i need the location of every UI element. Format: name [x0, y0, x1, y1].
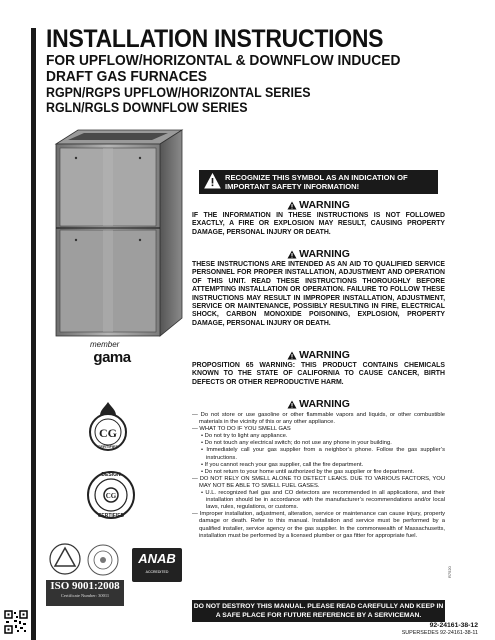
- warning-box-gas-smell: [192, 398, 445, 540]
- warning-body: THESE INSTRUCTIONS ARE INTENDED AS AN AID TO QUALIFIED SERVICE PERSONNEL FOR PROPER INSTALLATION, ADJUSTMENT AND OPERATION OF THIS UNIT. READ THESE INSTRUCTIONS THOROUGHLY BEFORE ATTEMPTING INSTALLATION OR OPERATION. FAILURE TO FOLLOW THESE INSTRUCTIONS MAY RESULT IN IMPROPER INSTALLATION, ADJUSTMENT, SERVICE OR MAINTENANCE, POSSIBLY RESULTING IN FIRE, ELECTRICAL SHOCK, CARBON MONOXIDE POISONING, EXPLOSION, PROPERTY DAMAGE, PERSONAL INJURY OR DEATH.: [192, 261, 445, 327]
- certification-row: [46, 540, 184, 636]
- instruction-item: — Do not store or use gasoline or other flammable vapors and liquids, or other combustible materials in the vicinity of this or any other appliance.: [192, 412, 445, 426]
- document-code: [402, 622, 478, 637]
- warning-heading-text: WARNING: [299, 199, 350, 211]
- anab-sub-label: ACCREDITED: [145, 570, 169, 574]
- gama-label: gama: [93, 349, 131, 366]
- accreditation-emblem-icon: [48, 540, 82, 578]
- qr-code-icon: [4, 610, 28, 634]
- keep-manual-note: DO NOT DESTROY THIS MANUAL. PLEASE READ CAREFULLY AND KEEP IN A SAFE PLACE FOR FUTURE REFERENCE BY A SERVICEMAN.: [192, 600, 445, 622]
- safety-symbol-text: RECOGNIZE THIS SYMBOL AS AN INDICATION OF IMPORTANT SAFETY INFORMATION!: [225, 173, 408, 191]
- warning-heading-text: WARNING: [299, 398, 350, 410]
- document-subtitle-line2: DRAFT GAS FURNACES: [46, 68, 207, 85]
- warning-triangle-icon: [287, 351, 297, 360]
- member-label: member: [90, 340, 120, 349]
- document-title: INSTALLATION INSTRUCTIONS: [46, 25, 384, 53]
- certified-seal-icon: [84, 400, 132, 456]
- warning-box-fire: [192, 199, 445, 237]
- warning-box-prop-65: [192, 349, 445, 387]
- left-margin-bar: [31, 28, 36, 640]
- instruction-item: • U.L. recognized fuel gas and CO detectors are recommended in all applications, and their installation should be in accordance with the manufacturer’s recommendations and/or local laws, rules, regulations, or customs.: [201, 490, 445, 511]
- instruction-item: • Do not return to your home until authorized by the gas supplier or fire department.: [201, 468, 415, 475]
- anab-label: ANAB: [138, 551, 176, 566]
- instruction-item: • Immediately call your gas supplier from a neighbor’s phone. Follow the gas supplier’s instructions.: [201, 447, 445, 461]
- instruction-item: — Improper installation, adjustment, alteration, service or maintenance can cause injury, property damage or death. Refer to this manual. Installation and service must be performed by a qualified installer, service agency or the gas supplier. In the commonwealth of Massachusetts, installation must be performed by a licensed plumber or gas fitter for appropriate fuel.: [192, 511, 445, 539]
- warning-heading: [192, 398, 445, 410]
- warning-triangle-icon: [287, 400, 297, 409]
- design-seal-bottom-label: CERTIFIED: [97, 513, 125, 519]
- warning-heading: [192, 349, 445, 361]
- furnace-illustration: [48, 128, 188, 340]
- warning-heading: [192, 199, 445, 211]
- instruction-item: • If you cannot reach your gas supplier, call the fire department.: [201, 461, 364, 468]
- instruction-item: • Do not try to light any appliance.: [201, 433, 288, 440]
- gas-safety-instructions: [192, 412, 445, 540]
- instruction-item: — DO NOT RELY ON SMELL ALONE TO DETECT LEAKS. DUE TO VARIOUS FACTORS, YOU MAY NOT BE ABLE TO SMELL FUEL GASES.: [192, 475, 445, 489]
- document-subtitle-line1: FOR UPFLOW/HORIZONTAL & DOWNFLOW INDUCED: [46, 52, 401, 69]
- supersedes-number: SUPERSEDES 92-24161-38-11: [401, 630, 478, 636]
- gama-member-logo: [90, 340, 134, 366]
- warning-heading: [192, 248, 445, 260]
- warning-box-qualified-service: [192, 248, 445, 328]
- warning-triangle-icon: [287, 201, 297, 210]
- title-block: [46, 26, 486, 115]
- warning-heading-text: WARNING: [299, 349, 350, 361]
- warning-triangle-icon: [287, 250, 297, 259]
- warning-body: IF THE INFORMATION IN THESE INSTRUCTIONS IS NOT FOLLOWED EXACTLY, A FIRE OR EXPLOSION MAY RESULT, CAUSING PROPERTY DAMAGE, PERSONAL INJURY OR DEATH.: [192, 212, 445, 236]
- design-certified-seal-icon: [86, 465, 136, 525]
- series-line1: RGPN/RGPS UPFLOW/HORIZONTAL SERIES: [46, 85, 311, 100]
- side-code: R7520: [447, 566, 452, 578]
- iso-certificate-badge: [46, 580, 124, 606]
- warning-body: PROPOSITION 65 WARNING: THIS PRODUCT CONTAINS CHEMICALS KNOWN TO THE STATE OF CALIFORNIA TO CAUSE CANCER, BIRTH DEFECTS OR OTHER REPRODUCTIVE HARM.: [192, 362, 445, 386]
- certified-seal-label: CERTIFIED: [97, 444, 119, 449]
- instruction-item: • Do not touch any electrical switch; do not use any phone in your building.: [201, 440, 392, 447]
- svg-text:CG: CG: [99, 426, 117, 440]
- iso-certificate-number: Certificate Number: 30011: [60, 593, 110, 598]
- registrar-seal-icon: [86, 542, 120, 578]
- design-seal-top-label: DESIGN: [101, 472, 121, 478]
- safety-symbol-note: [199, 170, 438, 194]
- anab-badge: [132, 548, 182, 582]
- document-number: 92-24161-38-12: [429, 622, 478, 629]
- warning-triangle-icon: [204, 173, 221, 189]
- iso-label: ISO 9001:2008: [50, 580, 120, 592]
- instruction-item: — WHAT TO DO IF YOU SMELL GAS: [192, 426, 291, 433]
- svg-text:CG: CG: [105, 492, 117, 500]
- warning-heading-text: WARNING: [299, 248, 350, 260]
- series-line2: RGLN/RGLS DOWNFLOW SERIES: [46, 100, 248, 115]
